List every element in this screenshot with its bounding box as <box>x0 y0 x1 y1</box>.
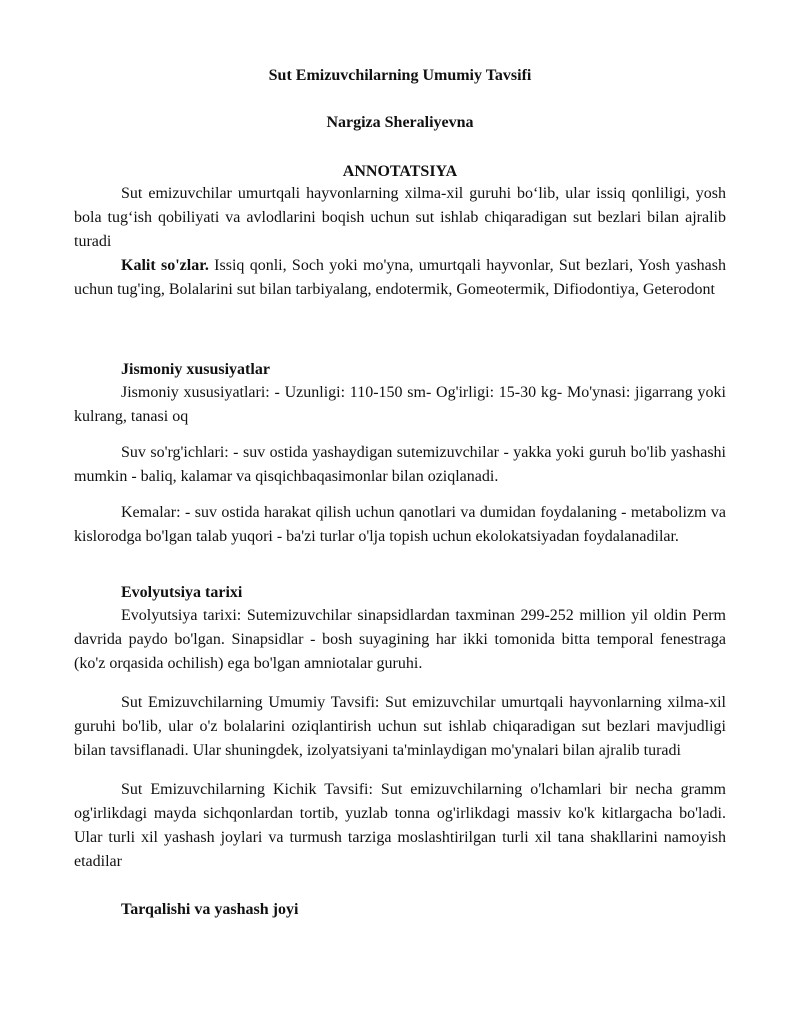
author-name: Nargiza Sheraliyevna <box>326 114 474 131</box>
spacer <box>74 549 726 582</box>
spacer <box>74 302 726 359</box>
body-paragraph: Sut Emizuvchilarning Umumiy Tavsifi: Sut emizuvchilar umurtqali hayvonlarning xilma-xil guruhi bo'lib, ular o'z bolalarini oziqlantirish uchun sut ishlab chiqaradigan sut bezlari mavjudligi bilan tavsiflanadi. Ular shuningdek, izolyatsiyani ta'minlaydigan mo'ynalari bilan ajralib turadi <box>74 694 726 759</box>
spacer <box>74 874 726 899</box>
body-paragraph: Jismoniy xususiyatlari: - Uzunligi: 110-150 sm- Og'irligi: 15-30 kg- Mo'ynasi: jigarrang yoki kulrang, tanasi oq <box>74 384 726 425</box>
section-heading: Jismoniy xususiyatlar <box>121 361 270 378</box>
keywords-label: Kalit so'zlar. <box>121 257 209 274</box>
body-paragraph: Kemalar: - suv ostida harakat qilish uchun qanotlari va dumidan foydalaning - metabolizm va kislorodga bo'lgan talab yuqori - ba'zi turlar o'lja topish uchun ekolokatsiyadan foydalanadilar. <box>74 504 726 545</box>
spacer <box>74 763 726 778</box>
body-paragraph: Sut Emizuvchilarning Kichik Tavsifi: Sut emizuvchilarning o'lchamlari bir necha gramm og'irlikdagi mayda sichqonlardan tortib, yuzlab tonna og'irlikdagi massiv ko'k kitlargacha bo'ladi. Ular turli xil yashash joylari va turmush tarziga moslashtirilgan turli xil tana shakllarini namoyish etadilar <box>74 781 726 870</box>
annotation-paragraph: Sut emizuvchilar umurtqali hayvonlarning xilma-xil guruhi bo‘lib, ular issiq qonliligi, yosh bola tug‘ish qobiliyati va avlodlarini boqish uchun sut ishlab chiqaradigan sut bezlari bilan ajralib turadi <box>74 185 726 250</box>
keywords-text: Issiq qonli, Soch yoki mo'yna, umurtqali hayvonlar, Sut bezlari, Yosh yashash uchun tug'ing, Bolalarini sut bilan tarbiyalang, endotermik, Gomeotermik, Difiodontiya, Geterodont <box>74 257 727 298</box>
keywords-paragraph <box>74 254 726 302</box>
section-heading: Tarqalishi va yashash joyi <box>121 901 299 918</box>
spacer <box>74 429 726 441</box>
document-title: Sut Emizuvchilarning Umumiy Tavsifi <box>268 67 532 84</box>
spacer <box>74 489 726 501</box>
spacer <box>74 676 726 691</box>
section-heading: Evolyutsiya tarixi <box>121 584 243 601</box>
body-paragraph: Suv so'rg'ichlari: - suv ostida yashaydigan sutemizuvchilar - yakka yoki guruh bo'lib yashashi mumkin - baliq, kalamar va qisqichbaqasimonlar bilan oziqlanadi. <box>74 444 726 485</box>
annotation-heading: ANNOTATSIYA <box>342 163 458 180</box>
body-paragraph: Evolyutsiya tarixi: Sutemizuvchilar sinapsidlardan taxminan 299-252 million yil oldin Perm davrida paydo bo'lgan. Sinapsidlar - bosh suyagining har ikki tomonida bitta temporal fenestraga (ko'z orqasida ochilish) ega bo'lgan amniotalar guruhi. <box>74 607 726 672</box>
